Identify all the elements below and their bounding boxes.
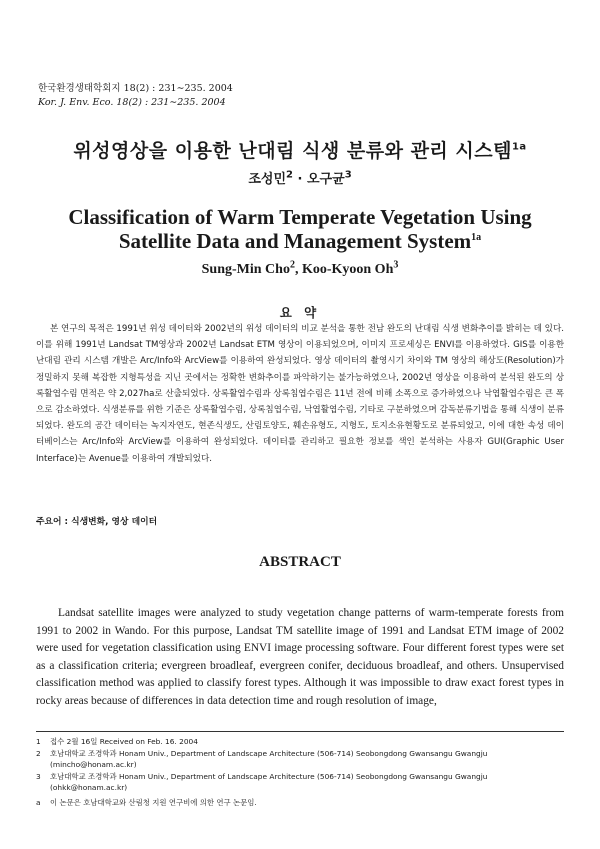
abstract-english-heading: ABSTRACT: [259, 554, 341, 570]
abstract-english: [36, 605, 564, 711]
author-2-korean: 오구균: [307, 172, 345, 187]
footnote-1: [36, 736, 564, 748]
author-2-english-mark: 3: [393, 259, 399, 271]
author-2-english: Koo-Kyoon Oh: [301, 262, 394, 277]
title-korean-text: 위성영상을 이용한 난대림 식생 분류와 관리 시스템: [73, 140, 512, 162]
authors-english: [0, 259, 600, 278]
abstract-korean-heading: 요 약: [279, 305, 321, 320]
footnote-3: [36, 771, 564, 794]
abstract-korean-text: 본 연구의 목적은 1991년 위성 데이터와 2002년의 위성 데이터의 비교 분석을 통한 전남 완도의 난대림 식생 변화추이를 밝히는 데 있다. 이를 위해 1991년 Landsat TM영상과 2002년 Landsat ETM 영상이 이용되었으며, 이미지 프로세싱은 ENVI를 이용하였다. GIS를 이용한 난대림 관리 시스템 개발은 Arc/Info와 ArcView를 이용하여 완성되었다. 영상 데이터의 촬영시기 차이와 TM 영상의 해상도(Resolution)가 정밀하지 못해 복잡한 지형특성을 지닌 곳에서는 정확한 변화추이를 파악하기는 불가능하였으나, 2002년 영상을 이용하여 분석된 완도의 상록활엽수림 면적은 약 2,027ha로 산출되었다. 상록활엽수림과 상록침엽수림은 11년 전에 비해 소폭으로 증가하였으나 낙엽활엽수림은 큰 폭으로 감소하였다. 식생분류를 위한 기준은 상록활엽수림, 상록침엽수림, 낙엽활엽수림, 기타로 구분하였으며 감독분류기법을 통해 식생이 분류되었다. 완도의 공간 데이터는 녹지자연도, 현존식생도, 산림토양도, 훼손유형도, 지형도, 토지소유현황도로 분류되었고, 이에 대한 속성 데이터베이스는 Arc/Info와 ArcView를 이용하여 완성되었다. 데이터를 관리하고 필요한 정보를 색인 분석하는 사용자 GUI(Graphic User Interface)는 Avenue를 이용하여 개발되었다.: [36, 324, 564, 464]
author-2-korean-mark: 3: [344, 169, 352, 181]
author-1-korean-mark: 2: [286, 169, 293, 181]
footnote-text: 호남대학교 조경학과 Honam Univ., Department of Landscape Architecture (506-714) Seobongdong Gwansangu Gwangju (mincho@honam.ac.kr): [50, 748, 488, 770]
footnote-mark: a: [36, 797, 41, 807]
footnote-text: 이 논문은 호남대학교와 산림청 지원 연구비에 의한 연구 논문임.: [50, 797, 257, 807]
footnote-mark: 3: [36, 771, 41, 781]
journal-citation-ko: 한국환경생태학회지 18(2) : 231∼235. 2004: [38, 83, 233, 94]
author-1-english: Sung-Min Cho: [201, 262, 290, 277]
footnote-2: [36, 748, 564, 771]
journal-citation-en: Kor. J. Env. Eco. 18(2) : 231∼235. 2004: [38, 97, 226, 108]
footnote-text: 호남대학교 조경학과 Honam Univ., Department of Landscape Architecture (506-714) Seobongdong Gwansangu Gwangju (ohkk@honam.ac.kr): [50, 771, 488, 793]
footnote-divider: [36, 731, 564, 732]
footnote-text: 접수 2월 16일 Received on Feb. 16. 2004: [50, 737, 198, 746]
authors-korean: [0, 168, 600, 187]
title-korean-footnote-mark: 1a: [511, 141, 527, 153]
abstract-english-text: Landsat satellite images were analyzed to study vegetation change patterns of warm-temperate forests from 1991 to 2002 in Wando. For this purpose, Landsat TM satellite image of 1991 and Landsat ETM image of 2002 were used for vegetation classification using ENVI image processing software. Four different forest types were set as a classification criteria; evergreen broadleaf, evergreen conifer, deciduous broadleaf, and others. Unsupervised classification method was applied to classify forest types. Although it was impossible to draw exact forest types in rocky areas because of differences in data detection time and rough resolution of image,: [36, 607, 564, 707]
title-english-line-2: Satellite Data and Management System: [118, 229, 472, 253]
title-english-line-2-wrap: [0, 229, 600, 253]
author-1-korean: 조성민: [248, 172, 287, 187]
abstract-korean: [36, 321, 564, 467]
footnotes: [36, 736, 564, 809]
title-korean: [0, 136, 600, 163]
author-separator-korean: ·: [293, 172, 307, 187]
keywords-korean: 주요어 : 식생변화, 영상 데이터: [36, 517, 158, 527]
title-english-footnote-mark: 1a: [471, 232, 482, 243]
author-1-english-mark: 2: [289, 259, 295, 271]
journal-citation: [38, 82, 233, 110]
title-english-line-1: Classification of Warm Temperate Vegetation Using: [68, 205, 532, 229]
author-separator-english: ,: [294, 262, 302, 277]
footnote-mark: 2: [36, 748, 41, 758]
footnote-mark: 1: [36, 737, 41, 746]
footnote-a: [36, 797, 564, 809]
title-english: [0, 205, 600, 253]
